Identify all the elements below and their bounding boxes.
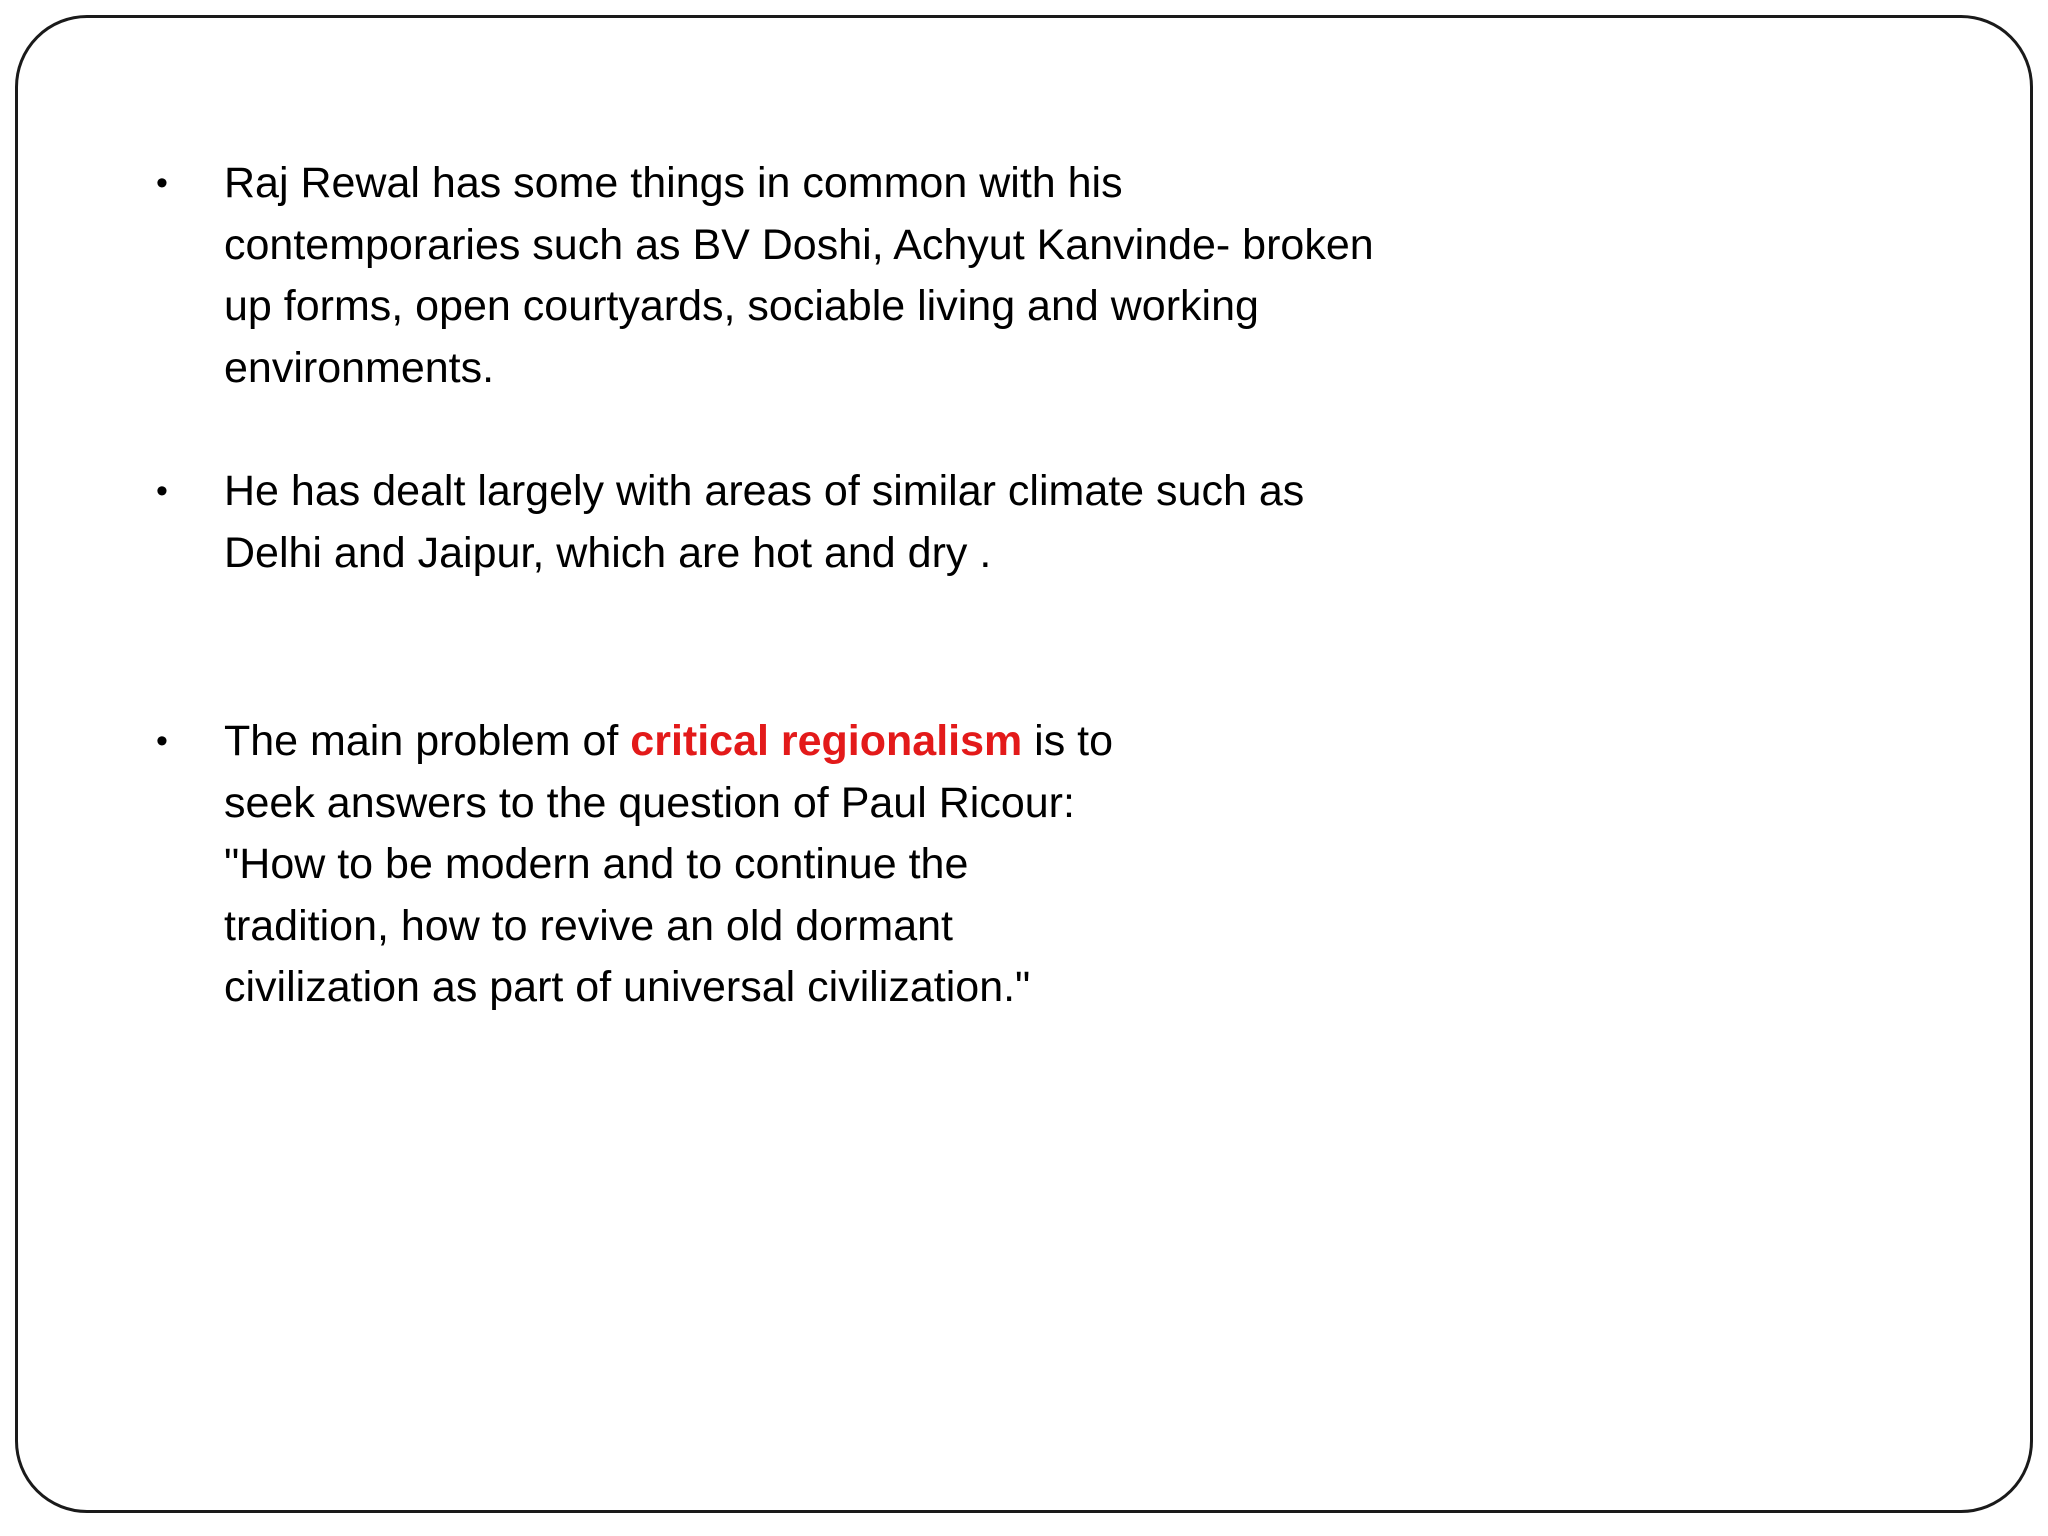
bullet-1-line-4: environments. — [224, 343, 495, 392]
bullet-item-3 — [156, 711, 1224, 1019]
bullet-icon: • — [156, 472, 168, 510]
bullet-3-text-after: is to — [1022, 717, 1114, 765]
bullet-3-line-2: seek answers to the question of Paul Ricour: — [224, 778, 1075, 827]
bullet-icon: • — [156, 722, 168, 760]
bullet-3-line-5: civilization as part of universal civilization." — [224, 963, 1031, 1011]
bullet-item-2 — [156, 461, 1494, 584]
bullet-item-1 — [156, 153, 1494, 399]
bullet-3-line-3: "How to be modern and to continue the — [224, 840, 969, 888]
bullet-icon: • — [156, 164, 168, 202]
bullet-2-line-1: He has dealt largely with areas of similar climate such as — [224, 467, 1305, 515]
bullet-2-line-2: Delhi and Jaipur, which are hot and dry . — [224, 528, 992, 577]
bullet-1-line-3: up forms, open courtyards, sociable living and working — [224, 282, 1259, 330]
bullet-3-text-before: The main problem of — [224, 717, 631, 765]
bullet-3-line-1 — [224, 711, 1224, 773]
bullet-1-line-1: Raj Rewal has some things in common with his — [224, 159, 1123, 207]
bullet-3-line-4: tradition, how to revive an old dormant — [224, 901, 954, 950]
highlight-critical-regionalism: critical regionalism — [630, 717, 1023, 765]
bullet-1-line-2: contemporaries such as BV Doshi, Achyut Kanvinde- broken — [224, 220, 1374, 269]
